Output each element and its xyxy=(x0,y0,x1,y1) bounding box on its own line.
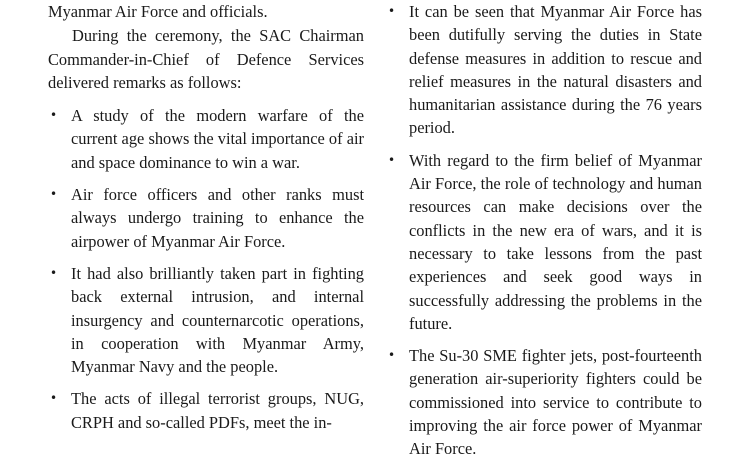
right-column xyxy=(386,0,702,461)
list-item xyxy=(48,183,364,253)
bullet-icon: • xyxy=(50,391,58,406)
bullet-icon: • xyxy=(388,4,396,18)
left-column xyxy=(48,0,364,434)
list-item-text: The Su-30 SME fighter jets, post-fourteenth generation air-superiority fighters could be commissioned into service to contribute to improving the air force power of Myanmar Air Force. xyxy=(409,346,702,459)
list-item xyxy=(386,149,702,335)
list-item xyxy=(386,0,702,140)
list-item-text: It had also brilliantly taken part in fighting back external intrusion, and internal insurgency and counternarcotic operations, in cooperation with Myanmar Army, Myanmar Navy and the people. xyxy=(71,263,364,377)
right-bullet-list xyxy=(386,0,702,461)
list-item xyxy=(48,262,364,378)
list-item-text: A study of the modern warfare of the current age shows the vital importance of air and space dominance to win a war. xyxy=(71,106,364,172)
bullet-icon: • xyxy=(50,265,58,280)
list-item-text: It can be seen that Myanmar Air Force has been dutifully serving the duties in State defense measures in addition to rescue and relief measures in the natural disasters and humanitarian assistance during the 76 years period. xyxy=(409,2,702,138)
bullet-icon: • xyxy=(50,187,58,202)
list-item xyxy=(386,344,702,460)
list-item xyxy=(48,104,364,174)
list-item-text: Air force officers and other ranks must always undergo training to enhance the airpower of Myanmar Air Force. xyxy=(71,185,364,251)
list-item-text: With regard to the firm belief of Myanmar Air Force, the role of technology and human resources can make decisions over the conflicts in the new era of wars, and it is necessary to take lessons from the past experiences and seek good ways in successfully addressing the problems in the future. xyxy=(409,150,702,333)
list-item xyxy=(48,387,364,434)
paragraph-continued: Myanmar Air Force and officials. xyxy=(48,2,268,21)
bullet-icon: • xyxy=(388,152,396,167)
bullet-icon: • xyxy=(388,348,396,363)
list-item-text: The acts of illegal terrorist groups, NUG, CRPH and so-called PDFs, meet the in- xyxy=(71,389,364,432)
bullet-icon: • xyxy=(50,108,58,123)
left-bullet-list xyxy=(48,104,364,434)
paragraph-intro: During the ceremony, the SAC Chairman Commander-in-Chief of Defence Services delivered remarks as follows: xyxy=(48,26,364,92)
